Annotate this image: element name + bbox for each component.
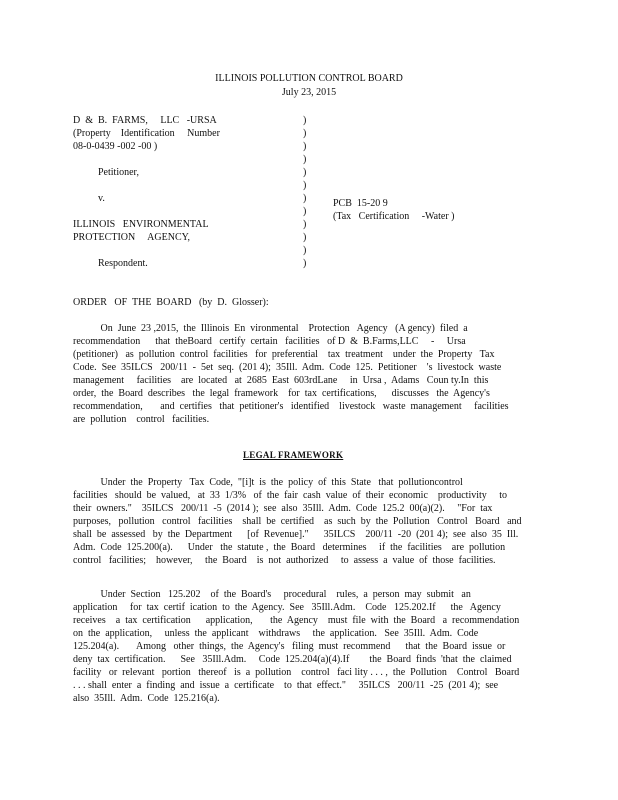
text-line: 125.204(a). Among other things, the Agency's filing must recommend that the Board issue or xyxy=(73,641,506,652)
paren: ) xyxy=(303,128,307,139)
text-line: facilities should be valued, at 33 1/3% of the fair cash value of their economic productivity to xyxy=(73,490,508,501)
caption-line: (Property Identification Number xyxy=(73,128,220,139)
paragraph-procedure xyxy=(73,588,543,705)
caption-line xyxy=(73,244,303,257)
caption-line: Petitioner, xyxy=(73,167,139,178)
text-line: Under the Property Tax Code, "[i]t is the policy of this State that pollutioncontrol xyxy=(73,477,463,488)
agency-title: ILLINOIS POLLUTION CONTROL BOARD xyxy=(215,73,403,84)
caption-line: D & B. FARMS, LLC -URSA xyxy=(73,115,217,126)
paren: ) xyxy=(303,115,307,126)
paragraph-legal-framework xyxy=(73,476,543,567)
text-line: (petitioner) as pollution control facilities for preferential tax treatment under the Property Tax xyxy=(73,349,495,360)
paren: ) xyxy=(303,167,307,178)
paren: ) xyxy=(303,219,307,230)
case-type: (Tax Certification -Water ) xyxy=(333,211,455,222)
order-heading: ORDER OF THE BOARD (by D. Glosser): xyxy=(73,297,269,308)
text-line: are pollution control facilities. xyxy=(73,414,210,425)
document-date: July 23, 2015 xyxy=(281,87,337,98)
caption-line: Respondent. xyxy=(73,258,148,269)
text-line: facility or relevant portion thereof is a pollution control faci lity . . . , the Pollution Control Board xyxy=(73,667,520,678)
text-line: control facilities; however, the Board is not authorized to assess a value of those facilities. xyxy=(73,555,496,566)
text-line: recommendation that theBoard certify certain facilities of D & B.Farms,LLC - Ursa xyxy=(73,336,466,347)
paren: ) xyxy=(303,154,307,165)
caption-line xyxy=(73,179,303,192)
caption-line: v. xyxy=(73,193,105,204)
case-number-block xyxy=(333,197,533,223)
text-line: their owners." 35ILCS 200/11 -5 (2014 ); see also 35Ill. Adm. Code 125.2 00(a)(2). "For tax xyxy=(73,503,493,514)
text-line: receives a tax certification application, the Agency must file with the Board a recommendation xyxy=(73,615,520,626)
text-line: on the application, unless the applicant withdraws the application. See 35Ill. Adm. Code xyxy=(73,628,479,639)
paren: ) xyxy=(303,258,307,269)
caption-line: ILLINOIS ENVIRONMENTAL xyxy=(73,219,209,230)
text-line: also 35Ill. Adm. Code 125.216(a). xyxy=(73,693,220,704)
text-line: On June 23 ,2015, the Illinois En vironmental Protection Agency (A gency) filed a xyxy=(73,323,468,334)
caption-line: 08-0-0439 -002 -00 ) xyxy=(73,141,158,152)
paren: ) xyxy=(303,180,307,191)
text-line: order, the Board describes the legal framework for tax certifications, discusses the Agency's xyxy=(73,388,490,399)
text-line: purposes, pollution control facilities shall be certified as such by the Pollution Control Board and xyxy=(73,516,522,527)
paren: ) xyxy=(303,193,307,204)
caption-line: PROTECTION AGENCY, xyxy=(73,232,191,243)
case-number: PCB 15-20 9 xyxy=(333,198,388,209)
text-line: Code. See 35ILCS 200/11 - 5et seq. (201 4); 35Ill. Adm. Code 125. Petitioner 's livestock waste xyxy=(73,362,502,373)
text-line: shall be assessed by the Department [of Revenue]." 35ILCS 200/11 -20 (201 4); see also 35 Ill. xyxy=(73,529,519,540)
section-heading: LEGAL FRAMEWORK xyxy=(243,450,344,460)
paren: ) xyxy=(303,206,307,217)
paren: ) xyxy=(303,232,307,243)
text-line: application for tax certif ication to the Agency. See 35Ill.Adm. Code 125.202.If the Agency xyxy=(73,602,501,613)
paragraph-intro xyxy=(73,322,543,426)
text-line: Under Section 125.202 of the Board's procedural rules, a person may submit an xyxy=(73,589,471,600)
text-line: Adm. Code 125.200(a). Under the statute , the Board determines if the facilities are pollution xyxy=(73,542,506,553)
text-line: . . . shall enter a finding and issue a certificate to that effect." 35ILCS 200/11 -25 (201 4); see xyxy=(73,680,499,691)
case-caption-parties xyxy=(73,114,303,270)
caption-parentheses xyxy=(303,114,313,270)
text-line: recommendation, and certifies that petitioner's identified livestock waste management facilities xyxy=(73,401,509,412)
caption-line xyxy=(73,205,303,218)
text-line: deny tax certification. See 35Ill.Adm. Code 125.204(a)(4).If the Board finds 'that the claimed xyxy=(73,654,512,665)
caption-line xyxy=(73,153,303,166)
text-line: management facilities are located at 2685 East 603rdLane in Ursa , Adams Coun ty.In this xyxy=(73,375,489,386)
paren: ) xyxy=(303,141,307,152)
paren: ) xyxy=(303,245,307,256)
